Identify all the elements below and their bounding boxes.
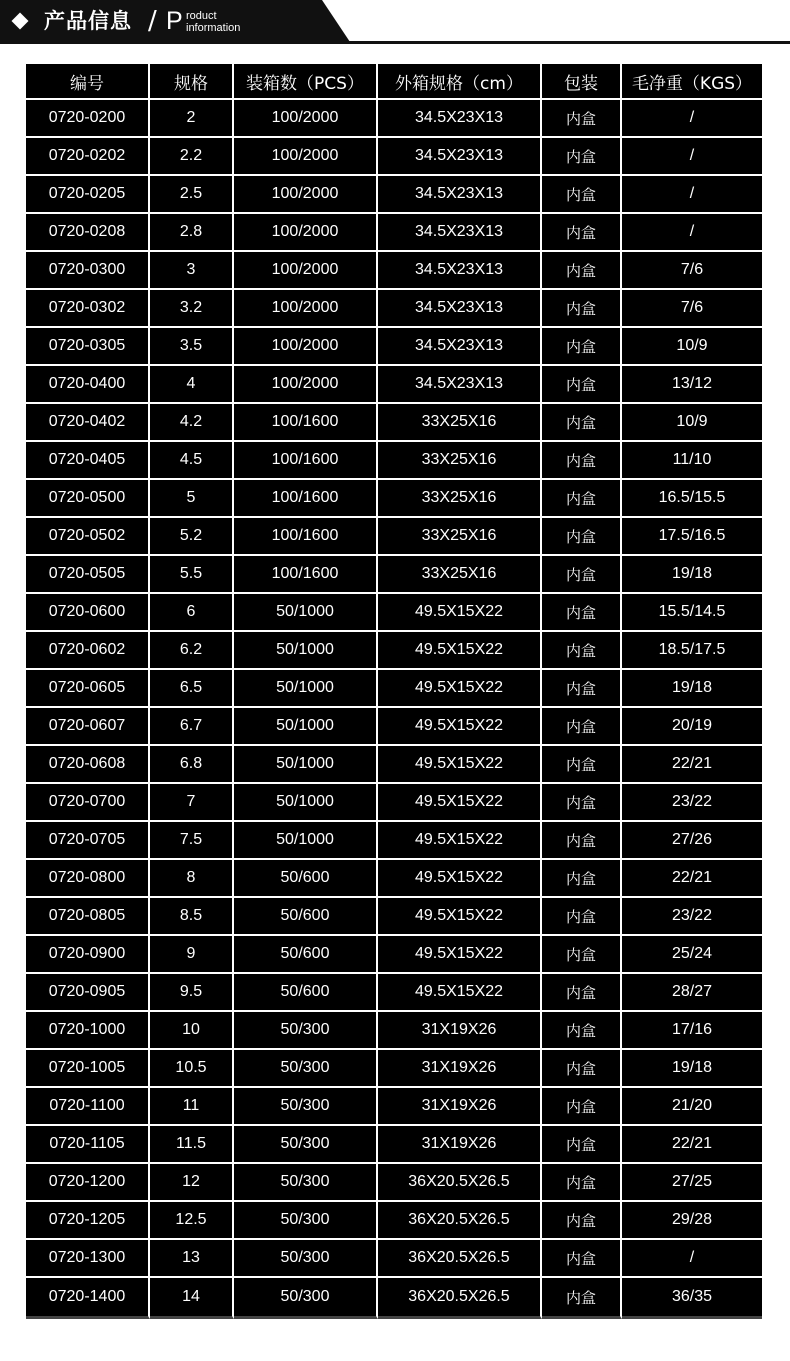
cell-carton-size: 49.5X15X22 (378, 632, 542, 670)
cell-code: 0720-0602 (26, 632, 150, 670)
table-row (26, 1012, 762, 1050)
section-title-en-initial: P (166, 7, 183, 35)
cell-packing: 内盒 (542, 860, 622, 898)
cell-pcs: 50/300 (234, 1278, 378, 1319)
cell-weight: 28/27 (622, 974, 762, 1012)
cell-packing: 内盒 (542, 1088, 622, 1126)
cell-carton-size: 31X19X26 (378, 1050, 542, 1088)
cell-pcs: 100/2000 (234, 366, 378, 404)
cell-pcs: 50/300 (234, 1126, 378, 1164)
cell-carton-size: 36X20.5X26.5 (378, 1202, 542, 1240)
cell-pcs: 50/1000 (234, 670, 378, 708)
cell-spec: 10.5 (150, 1050, 234, 1088)
cell-code: 0720-0500 (26, 480, 150, 518)
cell-packing: 内盒 (542, 1240, 622, 1278)
cell-weight: 19/18 (622, 1050, 762, 1088)
cell-code: 0720-1400 (26, 1278, 150, 1319)
cell-packing: 内盒 (542, 1278, 622, 1319)
cell-packing: 内盒 (542, 252, 622, 290)
cell-packing: 内盒 (542, 594, 622, 632)
cell-carton-size: 49.5X15X22 (378, 898, 542, 936)
table-row (26, 822, 762, 860)
table-row (26, 366, 762, 404)
cell-spec: 3.2 (150, 290, 234, 328)
cell-weight: 7/6 (622, 290, 762, 328)
cell-spec: 10 (150, 1012, 234, 1050)
cell-pcs: 100/1600 (234, 404, 378, 442)
cell-packing: 内盒 (542, 404, 622, 442)
cell-spec: 6.8 (150, 746, 234, 784)
cell-code: 0720-1000 (26, 1012, 150, 1050)
cell-spec: 9.5 (150, 974, 234, 1012)
cell-packing: 内盒 (542, 898, 622, 936)
column-header-packing: 包装 (542, 64, 622, 100)
cell-code: 0720-1005 (26, 1050, 150, 1088)
cell-spec: 12 (150, 1164, 234, 1202)
cell-pcs: 100/2000 (234, 100, 378, 138)
cell-carton-size: 33X25X16 (378, 442, 542, 480)
cell-spec: 2.2 (150, 138, 234, 176)
cell-carton-size: 49.5X15X22 (378, 936, 542, 974)
cell-spec: 11.5 (150, 1126, 234, 1164)
table-row (26, 860, 762, 898)
cell-pcs: 100/2000 (234, 176, 378, 214)
cell-pcs: 50/600 (234, 898, 378, 936)
cell-weight: 17.5/16.5 (622, 518, 762, 556)
cell-carton-size: 34.5X23X13 (378, 366, 542, 404)
cell-weight: 7/6 (622, 252, 762, 290)
cell-packing: 内盒 (542, 214, 622, 252)
table-row (26, 670, 762, 708)
cell-weight: 23/22 (622, 784, 762, 822)
cell-spec: 6.2 (150, 632, 234, 670)
cell-pcs: 100/2000 (234, 138, 378, 176)
cell-packing: 内盒 (542, 176, 622, 214)
cell-pcs: 50/300 (234, 1240, 378, 1278)
cell-spec: 11 (150, 1088, 234, 1126)
cell-spec: 13 (150, 1240, 234, 1278)
cell-weight: / (622, 100, 762, 138)
cell-pcs: 50/600 (234, 860, 378, 898)
cell-weight: 13/12 (622, 366, 762, 404)
cell-packing: 内盒 (542, 442, 622, 480)
cell-weight: 19/18 (622, 670, 762, 708)
table-row (26, 252, 762, 290)
column-header-carton-size: 外箱规格（cm） (378, 64, 542, 100)
cell-spec: 2.5 (150, 176, 234, 214)
cell-code: 0720-0400 (26, 366, 150, 404)
table-row (26, 632, 762, 670)
table-row (26, 556, 762, 594)
cell-packing: 内盒 (542, 290, 622, 328)
table-row (26, 1088, 762, 1126)
column-header-code: 编号 (26, 64, 150, 100)
cell-spec: 2 (150, 100, 234, 138)
cell-spec: 8.5 (150, 898, 234, 936)
cell-packing: 内盒 (542, 670, 622, 708)
cell-carton-size: 36X20.5X26.5 (378, 1278, 542, 1319)
cell-spec: 7 (150, 784, 234, 822)
cell-weight: / (622, 1240, 762, 1278)
cell-pcs: 50/300 (234, 1012, 378, 1050)
table-row (26, 746, 762, 784)
cell-packing: 内盒 (542, 1012, 622, 1050)
cell-code: 0720-0605 (26, 670, 150, 708)
section-title: 产品信息 (44, 9, 132, 33)
column-header-weight: 毛净重（KGS） (622, 64, 762, 100)
cell-packing: 内盒 (542, 936, 622, 974)
cell-carton-size: 31X19X26 (378, 1126, 542, 1164)
cell-pcs: 50/300 (234, 1088, 378, 1126)
header-underline (0, 41, 790, 44)
table-row (26, 214, 762, 252)
cell-weight: / (622, 176, 762, 214)
cell-weight: 19/18 (622, 556, 762, 594)
cell-code: 0720-0900 (26, 936, 150, 974)
cell-spec: 4 (150, 366, 234, 404)
cell-carton-size: 34.5X23X13 (378, 252, 542, 290)
cell-carton-size: 36X20.5X26.5 (378, 1164, 542, 1202)
table-row (26, 974, 762, 1012)
table-row (26, 290, 762, 328)
cell-pcs: 50/1000 (234, 746, 378, 784)
cell-code: 0720-0302 (26, 290, 150, 328)
cell-code: 0720-0405 (26, 442, 150, 480)
cell-carton-size: 49.5X15X22 (378, 784, 542, 822)
cell-carton-size: 33X25X16 (378, 518, 542, 556)
cell-carton-size: 34.5X23X13 (378, 176, 542, 214)
cell-pcs: 50/1000 (234, 822, 378, 860)
table-row (26, 1240, 762, 1278)
cell-spec: 4.2 (150, 404, 234, 442)
cell-packing: 内盒 (542, 822, 622, 860)
cell-weight: 18.5/17.5 (622, 632, 762, 670)
cell-spec: 3.5 (150, 328, 234, 366)
cell-spec: 12.5 (150, 1202, 234, 1240)
cell-packing: 内盒 (542, 708, 622, 746)
cell-weight: 20/19 (622, 708, 762, 746)
cell-packing: 内盒 (542, 1164, 622, 1202)
cell-weight: 10/9 (622, 328, 762, 366)
cell-weight: 22/21 (622, 746, 762, 784)
cell-weight: 22/21 (622, 1126, 762, 1164)
cell-spec: 7.5 (150, 822, 234, 860)
cell-carton-size: 33X25X16 (378, 556, 542, 594)
cell-packing: 内盒 (542, 328, 622, 366)
cell-pcs: 50/300 (234, 1050, 378, 1088)
cell-packing: 内盒 (542, 1202, 622, 1240)
cell-spec: 5 (150, 480, 234, 518)
cell-spec: 14 (150, 1278, 234, 1319)
cell-weight: 29/28 (622, 1202, 762, 1240)
cell-carton-size: 33X25X16 (378, 404, 542, 442)
cell-carton-size: 49.5X15X22 (378, 822, 542, 860)
cell-pcs: 50/1000 (234, 594, 378, 632)
cell-carton-size: 49.5X15X22 (378, 860, 542, 898)
table-row (26, 442, 762, 480)
cell-weight: 15.5/14.5 (622, 594, 762, 632)
cell-pcs: 100/2000 (234, 214, 378, 252)
cell-pcs: 50/600 (234, 974, 378, 1012)
table-row (26, 176, 762, 214)
cell-code: 0720-0700 (26, 784, 150, 822)
cell-pcs: 100/2000 (234, 252, 378, 290)
section-header (0, 0, 790, 46)
cell-weight: 23/22 (622, 898, 762, 936)
cell-weight: / (622, 214, 762, 252)
cell-spec: 5.5 (150, 556, 234, 594)
cell-code: 0720-1105 (26, 1126, 150, 1164)
cell-carton-size: 49.5X15X22 (378, 708, 542, 746)
cell-spec: 6.7 (150, 708, 234, 746)
cell-code: 0720-0200 (26, 100, 150, 138)
column-header-pcs: 装箱数（PCS） (234, 64, 378, 100)
cell-packing: 内盒 (542, 556, 622, 594)
cell-code: 0720-0800 (26, 860, 150, 898)
cell-code: 0720-1205 (26, 1202, 150, 1240)
cell-pcs: 100/1600 (234, 556, 378, 594)
cell-code: 0720-0305 (26, 328, 150, 366)
cell-packing: 内盒 (542, 1126, 622, 1164)
cell-code: 0720-0705 (26, 822, 150, 860)
cell-weight: 21/20 (622, 1088, 762, 1126)
cell-packing: 内盒 (542, 632, 622, 670)
cell-pcs: 50/1000 (234, 784, 378, 822)
cell-pcs: 100/2000 (234, 290, 378, 328)
cell-carton-size: 36X20.5X26.5 (378, 1240, 542, 1278)
cell-packing: 内盒 (542, 1050, 622, 1088)
cell-packing: 内盒 (542, 746, 622, 784)
table-row (26, 1126, 762, 1164)
cell-packing: 内盒 (542, 518, 622, 556)
cell-code: 0720-0300 (26, 252, 150, 290)
cell-pcs: 100/1600 (234, 442, 378, 480)
cell-pcs: 100/1600 (234, 480, 378, 518)
cell-weight: / (622, 138, 762, 176)
cell-spec: 5.2 (150, 518, 234, 556)
cell-carton-size: 34.5X23X13 (378, 138, 542, 176)
cell-spec: 9 (150, 936, 234, 974)
cell-packing: 内盒 (542, 366, 622, 404)
cell-spec: 3 (150, 252, 234, 290)
cell-code: 0720-0402 (26, 404, 150, 442)
cell-carton-size: 34.5X23X13 (378, 290, 542, 328)
cell-pcs: 50/600 (234, 936, 378, 974)
table-row (26, 1050, 762, 1088)
cell-packing: 内盒 (542, 784, 622, 822)
table-row (26, 594, 762, 632)
cell-weight: 25/24 (622, 936, 762, 974)
cell-packing: 内盒 (542, 100, 622, 138)
cell-packing: 内盒 (542, 138, 622, 176)
cell-pcs: 50/300 (234, 1202, 378, 1240)
product-table (26, 64, 762, 1319)
cell-code: 0720-0905 (26, 974, 150, 1012)
table-row (26, 1278, 762, 1319)
table-row (26, 1164, 762, 1202)
table-row (26, 518, 762, 556)
cell-weight: 11/10 (622, 442, 762, 480)
table-row (26, 100, 762, 138)
cell-weight: 22/21 (622, 860, 762, 898)
cell-pcs: 50/300 (234, 1164, 378, 1202)
cell-carton-size: 34.5X23X13 (378, 328, 542, 366)
cell-spec: 6 (150, 594, 234, 632)
cell-carton-size: 31X19X26 (378, 1088, 542, 1126)
cell-carton-size: 49.5X15X22 (378, 974, 542, 1012)
table-row (26, 480, 762, 518)
cell-code: 0720-0607 (26, 708, 150, 746)
section-title-en-line2: information (186, 22, 241, 34)
cell-code: 0720-0505 (26, 556, 150, 594)
title-separator: / (148, 6, 157, 36)
cell-carton-size: 33X25X16 (378, 480, 542, 518)
cell-pcs: 100/2000 (234, 328, 378, 366)
table-row (26, 708, 762, 746)
cell-weight: 17/16 (622, 1012, 762, 1050)
cell-spec: 4.5 (150, 442, 234, 480)
cell-packing: 内盒 (542, 480, 622, 518)
cell-pcs: 100/1600 (234, 518, 378, 556)
cell-code: 0720-1300 (26, 1240, 150, 1278)
cell-weight: 36/35 (622, 1278, 762, 1319)
cell-code: 0720-1100 (26, 1088, 150, 1126)
table-row (26, 936, 762, 974)
cell-carton-size: 34.5X23X13 (378, 100, 542, 138)
cell-weight: 27/25 (622, 1164, 762, 1202)
column-header-spec: 规格 (150, 64, 234, 100)
section-title-en-line1: roduct (186, 10, 217, 22)
cell-carton-size: 34.5X23X13 (378, 214, 542, 252)
cell-carton-size: 49.5X15X22 (378, 594, 542, 632)
table-row (26, 898, 762, 936)
cell-carton-size: 31X19X26 (378, 1012, 542, 1050)
cell-weight: 10/9 (622, 404, 762, 442)
cell-spec: 2.8 (150, 214, 234, 252)
table-header-row (26, 64, 762, 100)
table-row (26, 784, 762, 822)
table-row (26, 328, 762, 366)
cell-pcs: 50/1000 (234, 632, 378, 670)
table-body (26, 100, 762, 1319)
cell-code: 0720-0208 (26, 214, 150, 252)
cell-code: 0720-0205 (26, 176, 150, 214)
cell-packing: 内盒 (542, 974, 622, 1012)
cell-pcs: 50/1000 (234, 708, 378, 746)
cell-carton-size: 49.5X15X22 (378, 746, 542, 784)
cell-weight: 27/26 (622, 822, 762, 860)
cell-code: 0720-0608 (26, 746, 150, 784)
cell-spec: 6.5 (150, 670, 234, 708)
cell-code: 0720-0600 (26, 594, 150, 632)
cell-code: 0720-0805 (26, 898, 150, 936)
table-row (26, 1202, 762, 1240)
cell-code: 0720-0502 (26, 518, 150, 556)
cell-spec: 8 (150, 860, 234, 898)
cell-code: 0720-1200 (26, 1164, 150, 1202)
table-row (26, 404, 762, 442)
table-row (26, 138, 762, 176)
cell-weight: 16.5/15.5 (622, 480, 762, 518)
cell-carton-size: 49.5X15X22 (378, 670, 542, 708)
cell-code: 0720-0202 (26, 138, 150, 176)
